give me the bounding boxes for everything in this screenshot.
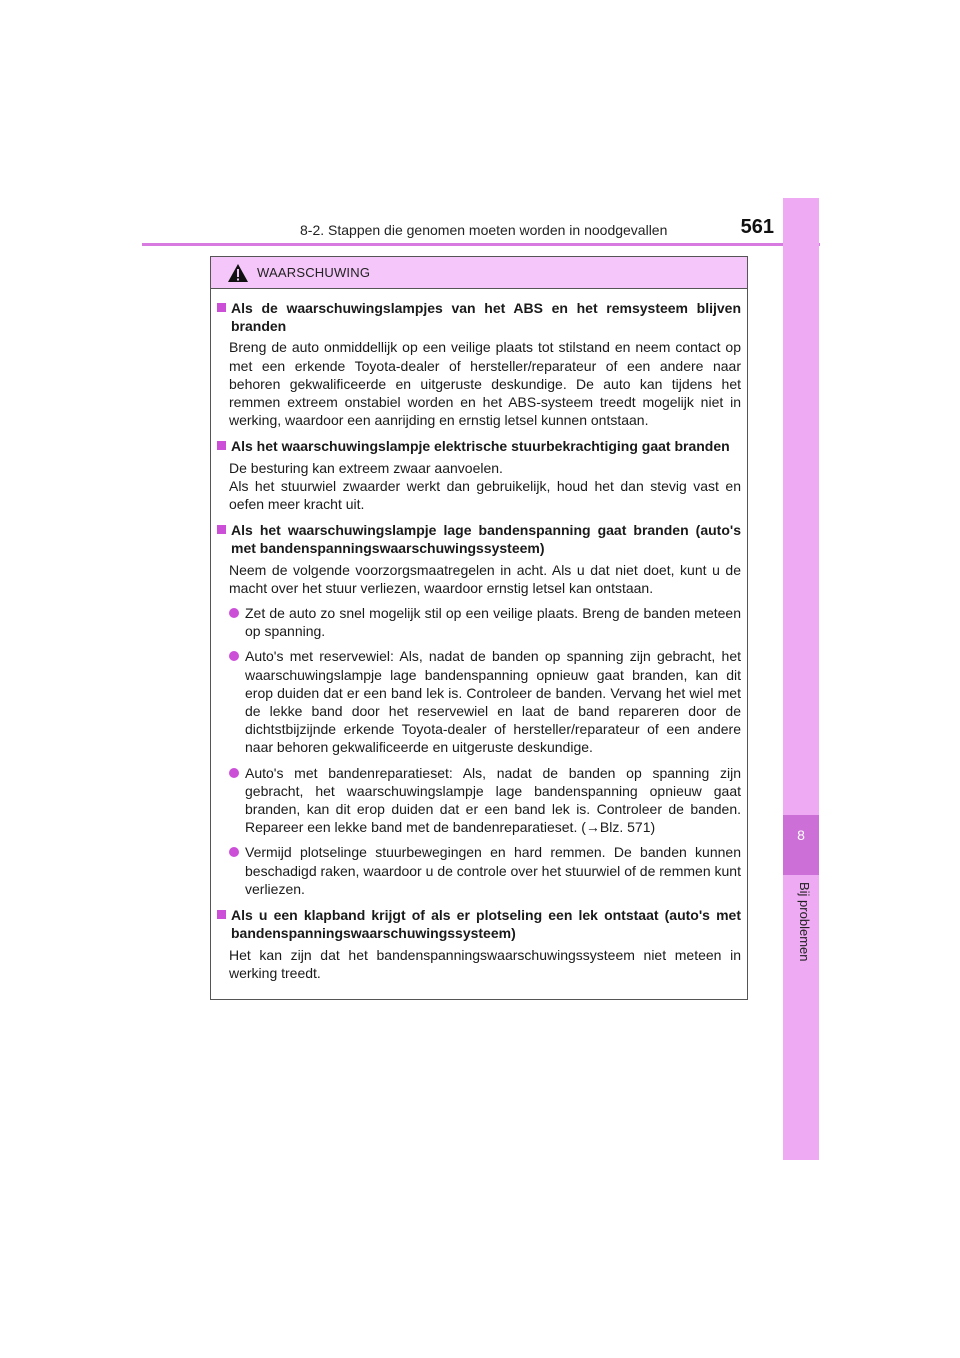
warning-item [217, 437, 741, 513]
warning-item [217, 521, 741, 898]
item-title: Als u een klapband krijgt of als er plotseling een lek ontstaat (auto's met bandenspanningswaarschuwingssysteem) [231, 907, 741, 942]
sub-item [217, 764, 741, 837]
item-title: Als het waarschuwingslampje elektrische stuurbekrachtiging gaat branden [231, 438, 730, 455]
chapter-number: 8 [797, 827, 805, 843]
item-text: Neem de volgende voorzorgsmaatregelen in acht. Als u dat niet doet, kunt u de macht over het stuur verliezen, waardoor ernstig letsel kan ontstaan. [229, 561, 741, 596]
section-title: 8-2. Stappen die genomen moeten worden in noodgevallen [300, 222, 668, 238]
page-header [300, 216, 782, 244]
warning-triangle-icon [227, 263, 249, 283]
sub-item-text: Auto's met bandenreparatieset: Als, nadat de banden op spanning zijn gebracht, het waarschuwingslampje lage bandenspanning opnieuw gaat branden, kan dit erop duiden dat er een band lek is. Controleer de banden. Repareer een lekke band met de bandenreparatieset. (→Blz. 571) [245, 764, 741, 836]
circle-bullet-icon [229, 651, 239, 661]
square-bullet-icon [217, 525, 226, 534]
chapter-label: Bij problemen [797, 882, 812, 962]
warning-header [211, 257, 747, 289]
item-text: Breng de auto onmiddellijk op een veilige plaats tot stilstand en neem contact op met een erkende Toyota-dealer of hersteller/reparateur of een andere naar behoren gekwalificeerde en uitgeruste deskundige. De auto kan tijdens het remmen extreem onstabiel worden en het ABS-systeem treedt mogelijk niet in werking, waardoor een aanrijding en ernstig letsel kunnen ontstaan. [229, 339, 741, 429]
item-text: Het kan zijn dat het bandenspanningswaarschuwingssysteem niet meteen in werking treedt. [229, 946, 741, 981]
item-title: Als de waarschuwingslampjes van het ABS en het remsysteem blijven branden [231, 300, 741, 335]
item-text: Als het stuurwiel zwaarder werkt dan gebruikelijk, houd het dan stevig vast en oefen meer kracht uit. [229, 477, 741, 513]
item-title: Als het waarschuwingslampje lage bandenspanning gaat branden (auto's met bandenspanningswaarschuwingssysteem) [231, 522, 741, 557]
side-tab [783, 198, 819, 1160]
page-number: 561 [740, 216, 774, 238]
square-bullet-icon [217, 303, 226, 312]
sub-item-text: Zet de auto zo snel mogelijk stil op een veilige plaats. Breng de banden meteen op spanning. [245, 605, 741, 640]
warning-box [210, 256, 748, 1000]
warning-item [217, 299, 741, 429]
sub-item [217, 843, 741, 898]
warning-title: WAARSCHUWING [257, 265, 371, 280]
warning-item [217, 906, 741, 982]
sub-item [217, 604, 741, 640]
square-bullet-icon [217, 910, 226, 919]
sub-item-text: Vermijd plotselinge stuurbewegingen en hard remmen. De banden kunnen beschadigd raken, waardoor u de controle over het stuurwiel of de remmen kunt verliezen. [245, 844, 741, 897]
circle-bullet-icon [229, 847, 239, 857]
square-bullet-icon [217, 441, 226, 450]
circle-bullet-icon [229, 768, 239, 778]
sub-item [217, 647, 741, 756]
item-text: De besturing kan extreem zwaar aanvoelen. [229, 459, 503, 476]
header-rule [142, 243, 820, 246]
sub-item-text: Auto's met reservewiel: Als, nadat de banden op spanning zijn gebracht, het waarschuwingslampje lage bandenspanning opnieuw gaat branden, kan dit erop duiden dat er een band lek is. Controleer de banden. Vervang het wiel met de lekke band door het reservewiel en laat de band repareren door de dichtstbijzijnde erkende Toyota-dealer of hersteller/reparateur of een andere naar behoren gekwalificeerde en uitgeruste deskundige. [245, 648, 741, 756]
side-tab-active-chapter [783, 815, 819, 875]
circle-bullet-icon [229, 608, 239, 618]
warning-body [211, 289, 747, 982]
